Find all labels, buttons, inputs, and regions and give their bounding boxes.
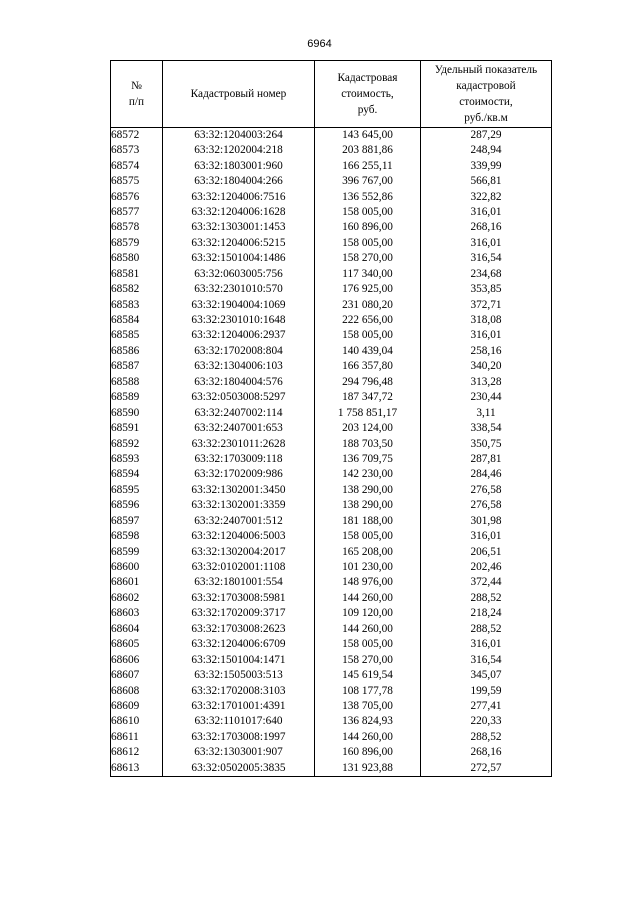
table-row [111, 220, 552, 235]
row-number: 68598 [111, 529, 163, 544]
specific-cost: 353,85 [421, 282, 552, 297]
row-number: 68586 [111, 344, 163, 359]
table-row [111, 730, 552, 745]
cadastral-cost: 140 439,04 [315, 344, 421, 359]
cadastral-number: 63:32:1703008:5981 [163, 591, 315, 606]
specific-cost: 340,20 [421, 359, 552, 374]
cadastral-cost: 294 796,48 [315, 375, 421, 390]
cadastral-cost: 108 177,78 [315, 683, 421, 698]
table-row [111, 637, 552, 652]
cadastral-cost: 144 260,00 [315, 622, 421, 637]
specific-cost: 3,11 [421, 405, 552, 420]
cadastral-cost: 136 552,86 [315, 189, 421, 204]
table-row [111, 143, 552, 158]
table-row [111, 267, 552, 282]
row-number: 68574 [111, 158, 163, 173]
cadastral-cost: 138 290,00 [315, 498, 421, 513]
row-number: 68607 [111, 668, 163, 683]
row-number: 68595 [111, 483, 163, 498]
page-number: 6964 [307, 38, 332, 50]
header-cadastral-number: Кадастровый номер [163, 61, 315, 128]
cadastral-number: 63:32:0603005:756 [163, 267, 315, 282]
row-number: 68599 [111, 544, 163, 559]
table-row [111, 529, 552, 544]
cadastral-number: 63:32:1304006:103 [163, 359, 315, 374]
cadastral-cost: 165 208,00 [315, 544, 421, 559]
specific-cost: 350,75 [421, 436, 552, 451]
row-number: 68611 [111, 730, 163, 745]
cadastral-cost: 158 270,00 [315, 652, 421, 667]
cadastral-cost: 181 188,00 [315, 514, 421, 529]
cadastral-number: 63:32:1803001:960 [163, 158, 315, 173]
row-number: 68579 [111, 236, 163, 251]
cadastral-number: 63:32:2301010:1648 [163, 313, 315, 328]
row-number: 68593 [111, 452, 163, 467]
table-row [111, 128, 552, 144]
cadastral-cost: 117 340,00 [315, 267, 421, 282]
specific-cost: 316,01 [421, 637, 552, 652]
specific-cost: 288,52 [421, 591, 552, 606]
cadastral-cost: 143 645,00 [315, 128, 421, 144]
cadastral-cost: 176 925,00 [315, 282, 421, 297]
table-row [111, 282, 552, 297]
table-row [111, 313, 552, 328]
table-row [111, 591, 552, 606]
specific-cost: 316,01 [421, 529, 552, 544]
specific-cost: 218,24 [421, 606, 552, 621]
table-row [111, 761, 552, 777]
row-number: 68602 [111, 591, 163, 606]
specific-cost: 566,81 [421, 174, 552, 189]
cadastral-cost: 144 260,00 [315, 591, 421, 606]
cadastral-number: 63:32:1801001:554 [163, 575, 315, 590]
cadastral-cost: 231 080,20 [315, 297, 421, 312]
table-header [111, 61, 552, 128]
specific-cost: 199,59 [421, 683, 552, 698]
table-body [111, 128, 552, 777]
row-number: 68584 [111, 313, 163, 328]
specific-cost: 206,51 [421, 544, 552, 559]
row-number: 68582 [111, 282, 163, 297]
table-row [111, 297, 552, 312]
cadastral-number: 63:32:1702008:3103 [163, 683, 315, 698]
cadastral-cost: 158 005,00 [315, 236, 421, 251]
specific-cost: 316,54 [421, 652, 552, 667]
row-number: 68585 [111, 328, 163, 343]
row-number: 68610 [111, 714, 163, 729]
row-number: 68596 [111, 498, 163, 513]
specific-cost: 277,41 [421, 699, 552, 714]
table-row [111, 668, 552, 683]
specific-cost: 288,52 [421, 622, 552, 637]
cadastral-number: 63:32:1202004:218 [163, 143, 315, 158]
cadastral-cost: 158 005,00 [315, 205, 421, 220]
row-number: 68580 [111, 251, 163, 266]
specific-cost: 220,33 [421, 714, 552, 729]
row-number: 68605 [111, 637, 163, 652]
row-number: 68572 [111, 128, 163, 144]
specific-cost: 276,58 [421, 498, 552, 513]
row-number: 68604 [111, 622, 163, 637]
row-number: 68601 [111, 575, 163, 590]
table-row [111, 560, 552, 575]
table-row [111, 452, 552, 467]
cadastral-number: 63:32:1505003:513 [163, 668, 315, 683]
table-row [111, 251, 552, 266]
table-row [111, 344, 552, 359]
specific-cost: 276,58 [421, 483, 552, 498]
cadastral-number: 63:32:0502005:3835 [163, 761, 315, 777]
specific-cost: 202,46 [421, 560, 552, 575]
header-cadastral-cost: Кадастровая стоимость, руб. [315, 61, 421, 128]
cadastral-cost: 203 881,86 [315, 143, 421, 158]
table-row [111, 405, 552, 420]
cadastral-number: 63:32:1501004:1486 [163, 251, 315, 266]
specific-cost: 234,68 [421, 267, 552, 282]
row-number: 68573 [111, 143, 163, 158]
table-row [111, 436, 552, 451]
row-number: 68578 [111, 220, 163, 235]
cadastral-number: 63:32:1703009:118 [163, 452, 315, 467]
table-row [111, 359, 552, 374]
cadastral-cost: 188 703,50 [315, 436, 421, 451]
table-row [111, 421, 552, 436]
table-row [111, 683, 552, 698]
cadastral-cost: 138 705,00 [315, 699, 421, 714]
specific-cost: 258,16 [421, 344, 552, 359]
cadastral-number: 63:32:2407001:653 [163, 421, 315, 436]
cadastral-number: 63:32:1501004:1471 [163, 652, 315, 667]
row-number: 68591 [111, 421, 163, 436]
specific-cost: 301,98 [421, 514, 552, 529]
specific-cost: 313,28 [421, 375, 552, 390]
table-row [111, 652, 552, 667]
cadastral-number: 63:32:1204006:1628 [163, 205, 315, 220]
specific-cost: 288,52 [421, 730, 552, 745]
cadastral-cost: 158 005,00 [315, 328, 421, 343]
cadastral-number: 63:32:1302001:3450 [163, 483, 315, 498]
table-row [111, 745, 552, 760]
specific-cost: 339,99 [421, 158, 552, 173]
cadastral-cost: 136 709,75 [315, 452, 421, 467]
specific-cost: 372,71 [421, 297, 552, 312]
specific-cost: 316,01 [421, 205, 552, 220]
table-row [111, 514, 552, 529]
row-number: 68581 [111, 267, 163, 282]
specific-cost: 248,94 [421, 143, 552, 158]
cadastral-cost: 396 767,00 [315, 174, 421, 189]
cadastral-cost: 158 005,00 [315, 637, 421, 652]
table-row [111, 699, 552, 714]
row-number: 68576 [111, 189, 163, 204]
table-row [111, 174, 552, 189]
cadastral-number: 63:32:1204006:2937 [163, 328, 315, 343]
row-number: 68577 [111, 205, 163, 220]
row-number: 68592 [111, 436, 163, 451]
specific-cost: 372,44 [421, 575, 552, 590]
row-number: 68606 [111, 652, 163, 667]
cadastral-number: 63:32:1702008:804 [163, 344, 315, 359]
table-row [111, 328, 552, 343]
cadastral-cost: 166 255,11 [315, 158, 421, 173]
cadastral-number: 63:32:2301010:570 [163, 282, 315, 297]
table-row [111, 483, 552, 498]
table-row [111, 205, 552, 220]
table-row [111, 575, 552, 590]
specific-cost: 268,16 [421, 220, 552, 235]
cadastral-cost: 1 758 851,17 [315, 405, 421, 420]
cadastral-number: 63:32:1904004:1069 [163, 297, 315, 312]
cadastral-number: 63:32:1804004:576 [163, 375, 315, 390]
cadastral-number: 63:32:0102001:1108 [163, 560, 315, 575]
table-row [111, 498, 552, 513]
specific-cost: 318,08 [421, 313, 552, 328]
table-row [111, 236, 552, 251]
table-row [111, 189, 552, 204]
specific-cost: 316,01 [421, 328, 552, 343]
cadastral-number: 63:32:2407002:114 [163, 405, 315, 420]
row-number: 68588 [111, 375, 163, 390]
cadastral-number: 63:32:1204006:5215 [163, 236, 315, 251]
cadastral-cost: 203 124,00 [315, 421, 421, 436]
cadastral-number: 63:32:1204006:6709 [163, 637, 315, 652]
header-row [111, 61, 552, 128]
specific-cost: 287,81 [421, 452, 552, 467]
row-number: 68612 [111, 745, 163, 760]
specific-cost: 230,44 [421, 390, 552, 405]
specific-cost: 284,46 [421, 467, 552, 482]
specific-cost: 322,82 [421, 189, 552, 204]
specific-cost: 316,54 [421, 251, 552, 266]
header-specific-cost: Удельный показатель кадастровой стоимости, руб./кв.м [421, 61, 552, 128]
cadastral-value-table [110, 60, 552, 777]
cadastral-number: 63:32:1702009:986 [163, 467, 315, 482]
row-number: 68583 [111, 297, 163, 312]
table-row [111, 375, 552, 390]
table-row [111, 390, 552, 405]
cadastral-cost: 158 005,00 [315, 529, 421, 544]
row-number: 68587 [111, 359, 163, 374]
cadastral-number: 63:32:1701001:4391 [163, 699, 315, 714]
row-number: 68597 [111, 514, 163, 529]
cadastral-cost: 131 923,88 [315, 761, 421, 777]
cadastral-number: 63:32:1204003:264 [163, 128, 315, 144]
cadastral-cost: 144 260,00 [315, 730, 421, 745]
row-number: 68613 [111, 761, 163, 777]
cadastral-number: 63:32:1204006:7516 [163, 189, 315, 204]
cadastral-cost: 158 270,00 [315, 251, 421, 266]
cadastral-cost: 138 290,00 [315, 483, 421, 498]
cadastral-cost: 145 619,54 [315, 668, 421, 683]
cadastral-cost: 148 976,00 [315, 575, 421, 590]
cadastral-number: 63:32:2407001:512 [163, 514, 315, 529]
cadastral-cost: 222 656,00 [315, 313, 421, 328]
cadastral-number: 63:32:1302004:2017 [163, 544, 315, 559]
cadastral-cost: 166 357,80 [315, 359, 421, 374]
specific-cost: 338,54 [421, 421, 552, 436]
cadastral-cost: 160 896,00 [315, 220, 421, 235]
cadastral-number: 63:32:1804004:266 [163, 174, 315, 189]
table-row [111, 714, 552, 729]
header-row-number: № п/п [111, 61, 163, 128]
specific-cost: 316,01 [421, 236, 552, 251]
cadastral-number: 63:32:1302001:3359 [163, 498, 315, 513]
cadastral-cost: 101 230,00 [315, 560, 421, 575]
cadastral-cost: 187 347,72 [315, 390, 421, 405]
table-row [111, 544, 552, 559]
cadastral-number: 63:32:0503008:5297 [163, 390, 315, 405]
table-row [111, 622, 552, 637]
row-number: 68575 [111, 174, 163, 189]
cadastral-number: 63:32:2301011:2628 [163, 436, 315, 451]
specific-cost: 272,57 [421, 761, 552, 777]
cadastral-cost: 142 230,00 [315, 467, 421, 482]
row-number: 68600 [111, 560, 163, 575]
cadastral-cost: 136 824,93 [315, 714, 421, 729]
row-number: 68594 [111, 467, 163, 482]
cadastral-number: 63:32:1204006:5003 [163, 529, 315, 544]
table-row [111, 467, 552, 482]
row-number: 68608 [111, 683, 163, 698]
row-number: 68609 [111, 699, 163, 714]
row-number: 68590 [111, 405, 163, 420]
specific-cost: 345,07 [421, 668, 552, 683]
specific-cost: 268,16 [421, 745, 552, 760]
row-number: 68589 [111, 390, 163, 405]
cadastral-number: 63:32:1303001:907 [163, 745, 315, 760]
cadastral-number: 63:32:1703008:1997 [163, 730, 315, 745]
cadastral-number: 63:32:1702009:3717 [163, 606, 315, 621]
cadastral-number: 63:32:1303001:1453 [163, 220, 315, 235]
cadastral-cost: 109 120,00 [315, 606, 421, 621]
cadastral-number: 63:32:1101017:640 [163, 714, 315, 729]
row-number: 68603 [111, 606, 163, 621]
table-row [111, 158, 552, 173]
specific-cost: 287,29 [421, 128, 552, 144]
cadastral-number: 63:32:1703008:2623 [163, 622, 315, 637]
cadastral-cost: 160 896,00 [315, 745, 421, 760]
table-row [111, 606, 552, 621]
